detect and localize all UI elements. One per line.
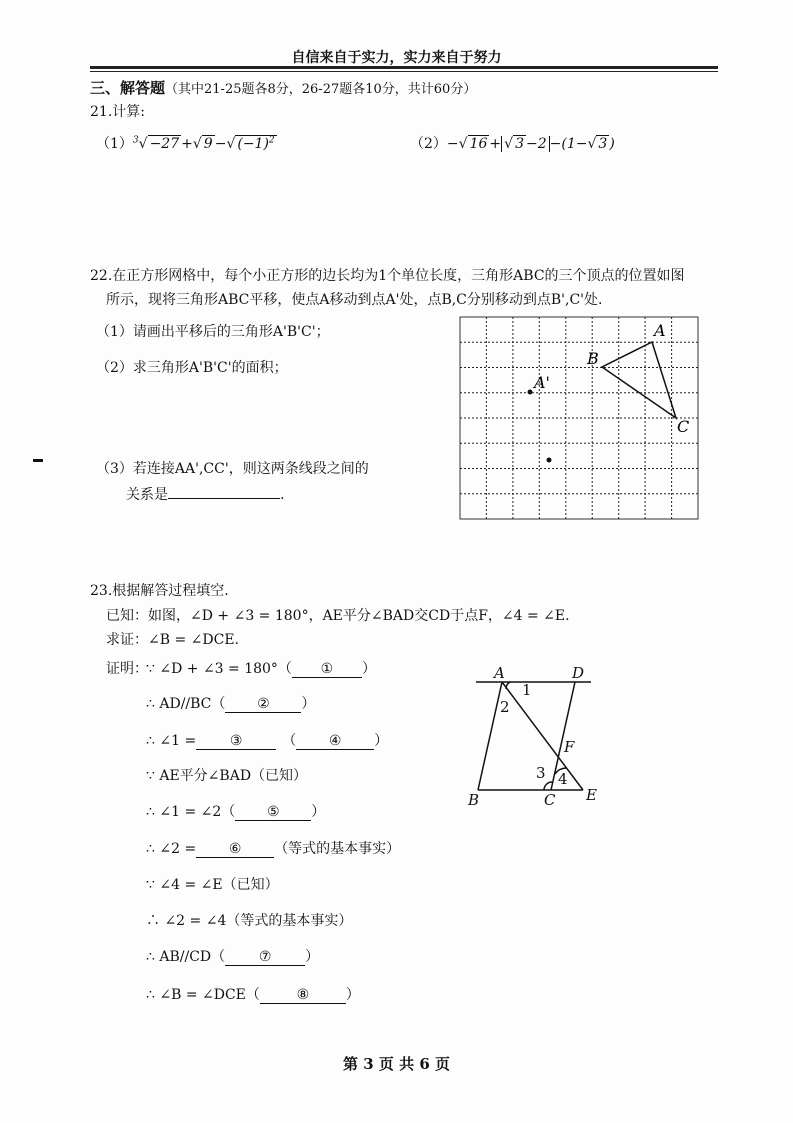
header-rule-thin (90, 71, 718, 72)
blank-8[interactable]: ⑧ (260, 987, 346, 1004)
q22-line1: 22.在正方形网格中，每个小正方形的边长均为1个单位长度，三角形ABC的三个顶点的位置如图 (90, 268, 685, 284)
proof-step-4: ∵ AE平分∠BAD（已知） (146, 768, 308, 784)
step1-pre: ∵ ∠D + ∠3 = 180°（ (146, 661, 292, 677)
point-a-prime (528, 390, 533, 395)
q21-p2-g: 3 (598, 136, 608, 152)
fig-label-f: F (564, 738, 575, 756)
blank-6[interactable]: ⑥ (196, 841, 274, 858)
q23-given: 已知：如图，∠D + ∠3 = 180°，AE平分∠BAD交CD于点F，∠4 = ∠E. (106, 608, 570, 624)
point-marker (547, 458, 552, 463)
fig-angle-3: 3 (536, 764, 546, 782)
proof-step-3 (146, 730, 388, 750)
q22-grid-figure (455, 312, 705, 522)
q22-part3-answer (126, 484, 284, 504)
proof-step-5 (146, 801, 325, 821)
q21-p1-op2: − (214, 136, 227, 152)
q21-p1-op1: + (181, 136, 193, 152)
section-note: （其中21-25题各8分，26-27题各10分，共计60分） (165, 82, 477, 97)
fig-label-a: A (494, 664, 505, 682)
fig-label-c: C (544, 791, 556, 809)
q21-p2-h: ) (609, 136, 615, 152)
q21-title: 21.计算: (90, 104, 145, 120)
label-b: B (587, 349, 599, 368)
q21-p1-a: −27 (149, 136, 180, 152)
q22-p3-period: . (280, 487, 285, 503)
q21-p1-exp: 2 (268, 135, 275, 146)
q21-p2-b: 16 (469, 136, 488, 152)
q21-p1-index: 3 (132, 135, 139, 146)
header-motto: 自信来自于实力，实力来自于努力 (291, 50, 502, 66)
proof-step-8: ∴ ∠2 = ∠4（等式的基本事实） (146, 913, 353, 929)
q22-part3: （3）若连接AA',CC'，则这两条线段之间的 (96, 461, 369, 477)
q22-p3-label: 关系是 (126, 487, 168, 503)
proof-step-10 (146, 984, 360, 1004)
q21-p2-c: + (489, 136, 502, 152)
q23-prove: 求证：∠B = ∠DCE. (106, 632, 239, 648)
step10-post: ） (345, 987, 360, 1003)
step10-pre: ∴ ∠B = ∠DCE（ (146, 987, 260, 1003)
margin-mark (33, 459, 43, 462)
blank-3[interactable]: ③ (196, 733, 276, 750)
triangle-abc (602, 342, 676, 418)
grid-lines (460, 317, 698, 519)
step9-pre: ∴ AB//CD（ (146, 949, 226, 965)
step2-pre: ∴ AD//BC（ (146, 696, 226, 712)
blank-5[interactable]: ⑤ (235, 804, 311, 821)
step6-pre: ∴ ∠2 = (146, 841, 197, 857)
q22-part1: （1）请画出平移后的三角形A'B'C'； (96, 324, 330, 340)
proof-label: 证明： (106, 661, 148, 677)
section-title: 三、解答题 (90, 79, 166, 97)
step9-post: ） (305, 949, 320, 965)
q22-p3-blank[interactable] (168, 498, 280, 499)
q21-p1-c: (−1) (237, 136, 269, 152)
fig-angle-4: 4 (558, 770, 568, 788)
fig-label-e: E (586, 786, 597, 804)
step3-post: ） (374, 733, 389, 749)
step1-post: ） (361, 661, 376, 677)
label-a-prime: A' (534, 373, 550, 392)
q21-p2-a: − (446, 136, 459, 152)
q21-p2-e: −2 (525, 136, 547, 152)
q21-p2-f: −(1− (549, 136, 588, 152)
q23-title: 23.根据解答过程填空. (90, 583, 229, 599)
q21-part1: $(1)^3√ -27$ +√ 9 −√ $(-1)^2$ (96, 135, 275, 152)
fig-angle-2: 2 (500, 698, 510, 716)
q22-part2: （2）求三角形A'B'C'的面积； (96, 360, 288, 376)
q21-p1-label: （1） (96, 136, 133, 152)
step3-mid: （ (282, 733, 297, 749)
q21-p1-b: 9 (203, 136, 213, 152)
fig-label-b: B (468, 791, 480, 809)
label-a: A (654, 321, 666, 340)
blank-4[interactable]: ④ (296, 733, 374, 750)
angle-arc-1 (506, 682, 510, 689)
step2-post: ） (301, 696, 316, 712)
step3-pre: ∴ ∠1 = (146, 733, 197, 749)
q21-p2-label: （2） (410, 136, 447, 152)
header-rule-thick (90, 66, 718, 69)
blank-7[interactable]: ⑦ (225, 949, 305, 966)
blank-1[interactable]: ① (292, 661, 362, 678)
fig-angle-1: 1 (522, 681, 532, 699)
fig-label-d: D (572, 664, 585, 682)
label-c: C (677, 417, 690, 436)
blank-2[interactable]: ② (225, 696, 301, 713)
proof-step-2 (146, 693, 315, 713)
proof-step-9 (146, 946, 319, 966)
section-heading (90, 77, 476, 98)
proof-step-7: ∵ ∠4 = ∠E（已知） (146, 877, 279, 893)
step5-pre: ∴ ∠1 = ∠2（ (146, 804, 236, 820)
segment-ab (478, 682, 502, 790)
page-number: 第 3 页 共 6 页 (343, 1055, 450, 1073)
q22-line2: 所示，现将三角形ABC平移，使点A移动到点A'处，点B,C分别移动到点B',C'处. (106, 292, 603, 308)
proof-step-6 (146, 838, 400, 858)
q23-figure (460, 660, 610, 810)
step6-post: （等式的基本事实） (274, 841, 401, 857)
q21-part2: （2）−√ 16 + √ 3 −2 −(1−√ 3 ) (410, 136, 615, 152)
q21-p2-d: 3 (515, 136, 524, 152)
proof-step-1 (146, 658, 376, 678)
step5-post: ） (311, 804, 326, 820)
